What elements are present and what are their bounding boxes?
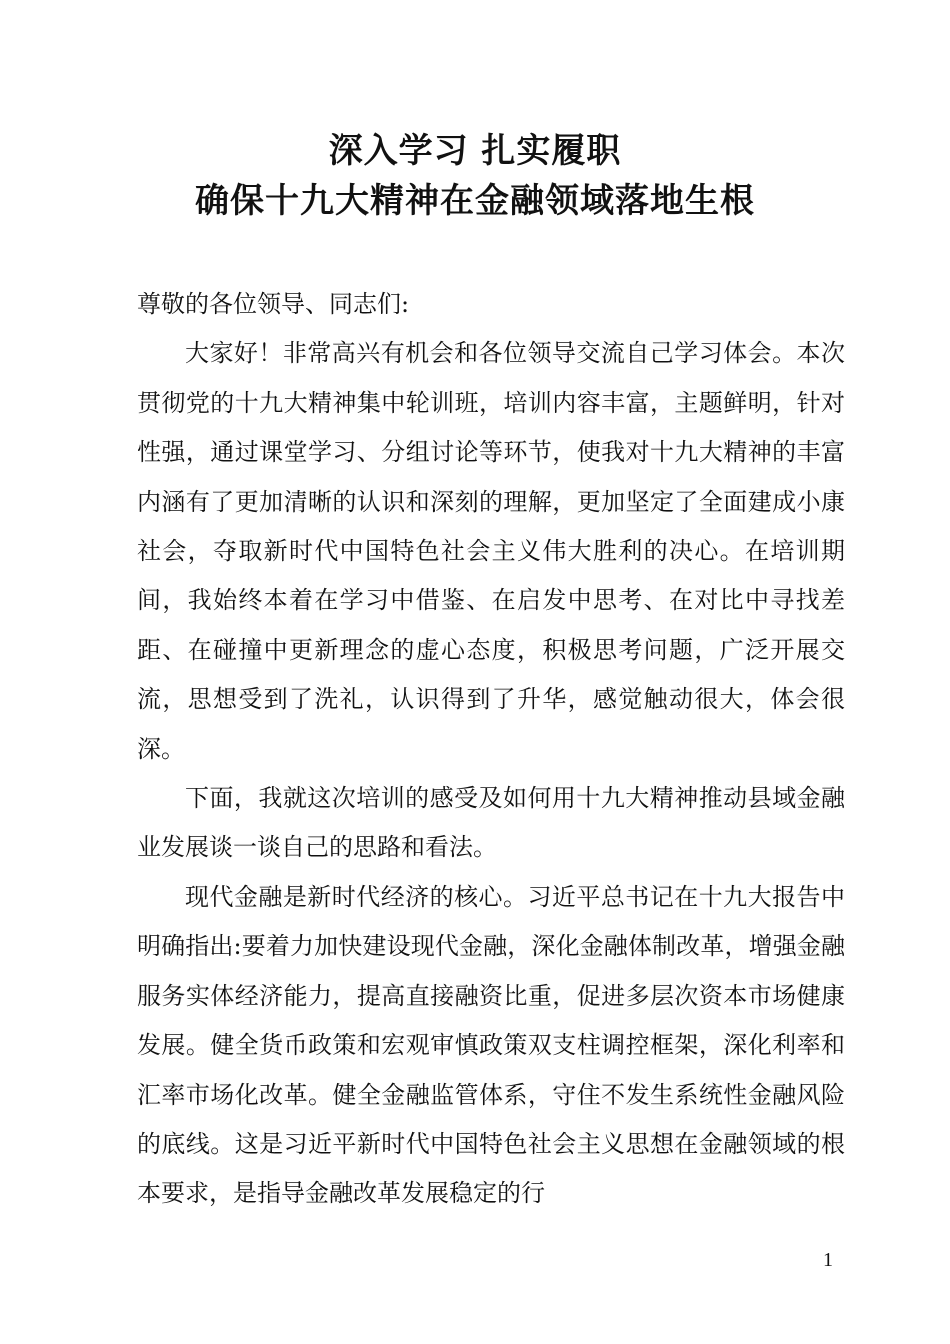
page-number: 1: [823, 1249, 833, 1271]
paragraph-2: 下面，我就这次培训的感受及如何用十九大精神推动县域金融业发展谈一谈自己的思路和看法。: [137, 784, 845, 862]
paragraph-1: 大家好！非常高兴有机会和各位领导交流自己学习体会。本次贯彻党的十九大精神集中轮训班，培训内容丰富，主题鲜明，针对性强，通过课堂学习、分组讨论等环节，使我对十九大精神的丰富内涵有了更加清晰的认识和深刻的理解，更加坚定了全面建成小康社会，夺取新时代中国特色社会主义伟大胜利的决心。在培训期间，我始终本着在学习中借鉴、在启发中思考、在对比中寻找差距、在碰撞中更新理念的虚心态度，积极思考问题，广泛开展交流，思想受到了洗礼，认识得到了升华，感觉触动很大，体会很深。: [137, 339, 845, 763]
salutation: 尊敬的各位领导、同志们:: [137, 290, 410, 318]
document-body: [137, 280, 845, 1219]
document-title: [0, 126, 950, 226]
title-line-2: 确保十九大精神在金融领域落地生根: [195, 181, 755, 221]
paragraph-3: 现代金融是新时代经济的核心。习近平总书记在十九大报告中明确指出:要着力加快建设现代金融，深化金融体制改革，增强金融服务实体经济能力，提高直接融资比重，促进多层次资本市场健康发展。健全货币政策和宏观审慎政策双支柱调控框架，深化利率和汇率市场化改革。健全金融监管体系，守住不发生系统性金融风险的底线。这是习近平新时代中国特色社会主义思想在金融领域的根本要求，是指导金融改革发展稳定的行: [137, 882, 845, 1208]
title-line-1: 深入学习 扎实履职: [328, 131, 622, 171]
